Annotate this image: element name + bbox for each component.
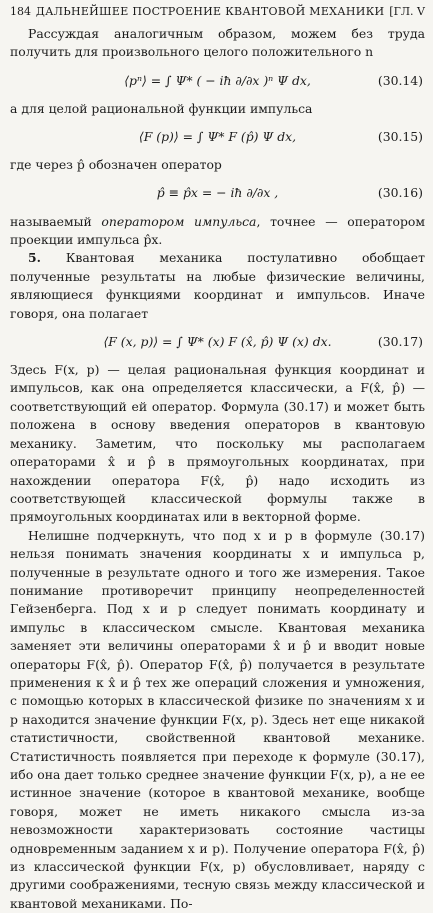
equation-number: (30.17) — [377, 333, 423, 349]
equation-body: ⟨F (x, p)⟩ = ∫ Ψ* (x) F (x̂, p̂) Ψ (x) dx. — [103, 333, 332, 349]
equation-30-14 — [10, 62, 425, 100]
text-run: называемый — [10, 213, 102, 229]
equation-30-16 — [10, 175, 425, 213]
equation-number: (30.16) — [377, 185, 423, 201]
paragraph-section-5 — [10, 249, 425, 323]
running-title: ДАЛЬНЕЙШЕЕ ПОСТРОЕНИЕ КВАНТОВОЙ МЕХАНИКИ — [35, 5, 385, 18]
paragraph-emphasis: Нелишне подчеркнуть, что под x и p в формуле (30.17) нельзя понимать значения координаты x и импульса p, полученные в результате одного и того же измерения. Такое понимание противоречит принципу неопределенностей Гейзенберга. Под x и p следует понимать координату и импульс в классическом смысле. Квантовая механика заменяет эти величины операторами x̂ и p̂ и вводит новые операторы F(x̂, p̂). Оператор F(x̂, p̂) получается в результате применения к x̂ и p̂ тех же операций сложения и умножения, с помощью которых в классической физике по значениям x и p находится значение функции F(x, p). Здесь нет еще никакой статистичности, свойственной квантовой механике. Статистичность появляется при переходе к формуле (30.17), ибо она дает только среднее значение функции F(x, p), а не ее истинное значение (которое в квантовой механике, вообще говоря, может не иметь никакого смысла из-за невозможности характеризовать состояние частицы одновременным заданием x и p). Получение оператора F(x̂, p̂) из классической функции F(x, p) обусловливает, наряду с другими соображениями, тесную связь между классической и квантовой механиками. По- — [10, 527, 425, 911]
equation-body: ⟨F (p)⟩ = ∫ Ψ* F (p̂) Ψ dx, — [138, 129, 297, 145]
paragraph-rational-function: а для целой рациональной функции импульса — [10, 100, 313, 116]
page-number: 184 — [10, 5, 31, 18]
equation-body: ⟨pⁿ⟩ = ∫ Ψ* ( − iħ ∂/∂x )ⁿ Ψ dx, — [124, 72, 311, 88]
paragraph-momentum-operator — [10, 213, 425, 250]
text-run: , точнее — оператором проекции импульса p̂x. — [10, 213, 425, 248]
paragraph-operator-def: где через p̂ обозначен оператор — [10, 157, 222, 173]
section-number: 5. — [28, 250, 41, 266]
paragraph-intro: Рассуждая аналогичным образом, можем без труда получить для произвольного целого положительного n — [10, 26, 425, 60]
equation-30-15 — [10, 118, 425, 156]
section-text: Квантовая механика постулативно обобщает полученные результаты на любые физические величины, являющиеся функциями координат и импульсов. Иначе говоря, она полагает — [10, 250, 425, 321]
page-header — [10, 0, 425, 25]
equation-body: p̂ ≡ p̂x = − iħ ∂/∂x , — [156, 185, 279, 201]
emphasis-term: оператором импульса — [101, 213, 257, 229]
equation-number: (30.15) — [377, 129, 423, 145]
equation-30-17 — [10, 323, 425, 361]
paragraph-explanation: Здесь F(x, p) — целая рациональная функция координат и импульсов, как она определяется классически, а F(x̂, p̂) — соответствующий ей оператор. Формула (30.17) и может быть положена в основу введения операторов в квантовую механику. Заметим, что поскольку мы располагаем операторами x̂ и p̂ в прямоугольных координатах, при нахождении оператора F(x̂, p̂) надо исходить из соответствующей классической формулы также в прямоугольных координатах или в векторной форме. — [10, 362, 425, 525]
equation-number: (30.14) — [377, 72, 423, 88]
chapter-label: [ГЛ. V — [389, 5, 425, 18]
